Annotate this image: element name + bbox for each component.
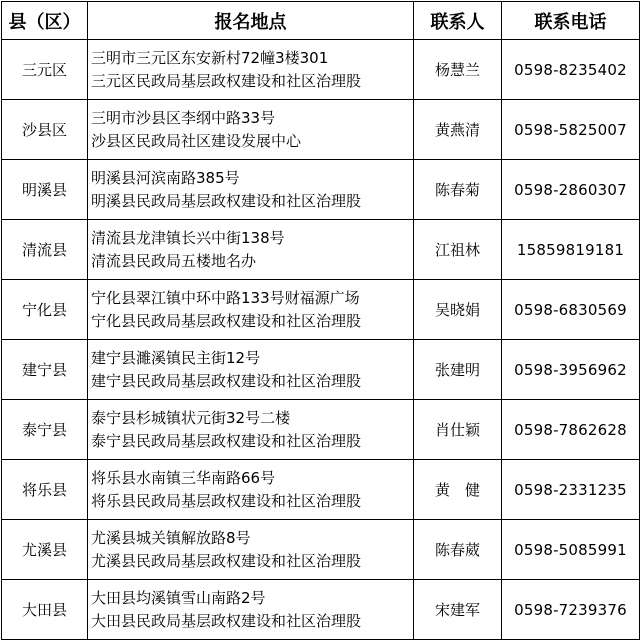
county-cell: 建宁县 <box>2 340 88 400</box>
header-county: 县（区） <box>2 2 88 40</box>
county-cell: 宁化县 <box>2 280 88 340</box>
address-line-2: 大田县民政局基层政权建设和社区治理股 <box>91 611 362 630</box>
contact-person-cell: 宋建军 <box>414 580 502 640</box>
county-cell: 清流县 <box>2 220 88 280</box>
address-cell <box>88 40 414 100</box>
contact-person-cell: 陈春菊 <box>414 160 502 220</box>
county-cell: 沙县区 <box>2 100 88 160</box>
table-row <box>2 580 640 640</box>
phone-cell: 0598-6830569 <box>502 280 640 340</box>
address-cell <box>88 400 414 460</box>
county-cell: 三元区 <box>2 40 88 100</box>
phone-cell: 0598-2331235 <box>502 460 640 520</box>
county-cell: 将乐县 <box>2 460 88 520</box>
county-cell: 明溪县 <box>2 160 88 220</box>
address-line-2: 将乐县民政局基层政权建设和社区治理股 <box>91 491 362 510</box>
address-cell <box>88 160 414 220</box>
contact-person-cell: 黄燕清 <box>414 100 502 160</box>
address-line-1: 三明市三元区东安新村72幢3楼301 <box>91 48 329 67</box>
address-line-1: 三明市沙县区李纲中路33号 <box>91 108 276 127</box>
table-row <box>2 520 640 580</box>
contact-person-cell: 吴晓娟 <box>414 280 502 340</box>
contact-person-cell: 张建明 <box>414 340 502 400</box>
address-line-2: 清流县民政局五楼地名办 <box>91 251 257 270</box>
header-row <box>2 2 640 40</box>
address-cell <box>88 520 414 580</box>
table-row <box>2 100 640 160</box>
table-row <box>2 220 640 280</box>
contact-person-cell: 黄 健 <box>414 460 502 520</box>
header-contact: 联系人 <box>414 2 502 40</box>
address-cell <box>88 280 414 340</box>
table-row <box>2 460 640 520</box>
table-body <box>2 40 640 640</box>
address-line-2: 泰宁县民政局基层政权建设和社区治理股 <box>91 431 362 450</box>
table-row <box>2 280 640 340</box>
address-line-1: 大田县均溪镇雪山南路2号 <box>91 588 266 607</box>
address-line-2: 宁化县民政局基层政权建设和社区治理股 <box>91 311 362 330</box>
phone-cell: 0598-5085991 <box>502 520 640 580</box>
phone-cell: 0598-8235402 <box>502 40 640 100</box>
address-line-2: 建宁县民政局基层政权建设和社区治理股 <box>91 371 362 390</box>
phone-cell: 15859819181 <box>502 220 640 280</box>
header-address: 报名地点 <box>88 2 414 40</box>
address-line-1: 建宁县濉溪镇民主街12号 <box>91 348 261 367</box>
address-line-1: 尤溪县城关镇解放路8号 <box>91 528 251 547</box>
contact-person-cell: 江祖林 <box>414 220 502 280</box>
contact-person-cell: 肖仕颖 <box>414 400 502 460</box>
phone-cell: 0598-7239376 <box>502 580 640 640</box>
table-row <box>2 400 640 460</box>
county-cell: 泰宁县 <box>2 400 88 460</box>
address-line-2: 尤溪县民政局基层政权建设和社区治理股 <box>91 551 362 570</box>
registration-contact-table <box>1 1 640 640</box>
address-line-1: 将乐县水南镇三华南路66号 <box>91 468 276 487</box>
table-row <box>2 160 640 220</box>
address-cell <box>88 460 414 520</box>
address-line-2: 三元区民政局基层政权建设和社区治理股 <box>91 71 362 90</box>
table-row <box>2 340 640 400</box>
address-line-1: 明溪县河滨南路385号 <box>91 168 240 187</box>
table-row <box>2 40 640 100</box>
phone-cell: 0598-7862628 <box>502 400 640 460</box>
county-cell: 大田县 <box>2 580 88 640</box>
address-cell <box>88 100 414 160</box>
address-line-1: 宁化县翠江镇中环中路133号财福源广场 <box>91 288 360 307</box>
header-phone: 联系电话 <box>502 2 640 40</box>
phone-cell: 0598-3956962 <box>502 340 640 400</box>
address-line-2: 明溪县民政局基层政权建设和社区治理股 <box>91 191 362 210</box>
address-line-2: 沙县区民政局社区建设发展中心 <box>91 131 302 150</box>
phone-cell: 0598-2860307 <box>502 160 640 220</box>
contact-person-cell: 杨慧兰 <box>414 40 502 100</box>
phone-cell: 0598-5825007 <box>502 100 640 160</box>
address-line-1: 清流县龙津镇长兴中街138号 <box>91 228 285 247</box>
address-cell <box>88 220 414 280</box>
address-cell <box>88 580 414 640</box>
address-line-1: 泰宁县杉城镇状元街32号二楼 <box>91 408 291 427</box>
county-cell: 尤溪县 <box>2 520 88 580</box>
contact-person-cell: 陈春葳 <box>414 520 502 580</box>
address-cell <box>88 340 414 400</box>
